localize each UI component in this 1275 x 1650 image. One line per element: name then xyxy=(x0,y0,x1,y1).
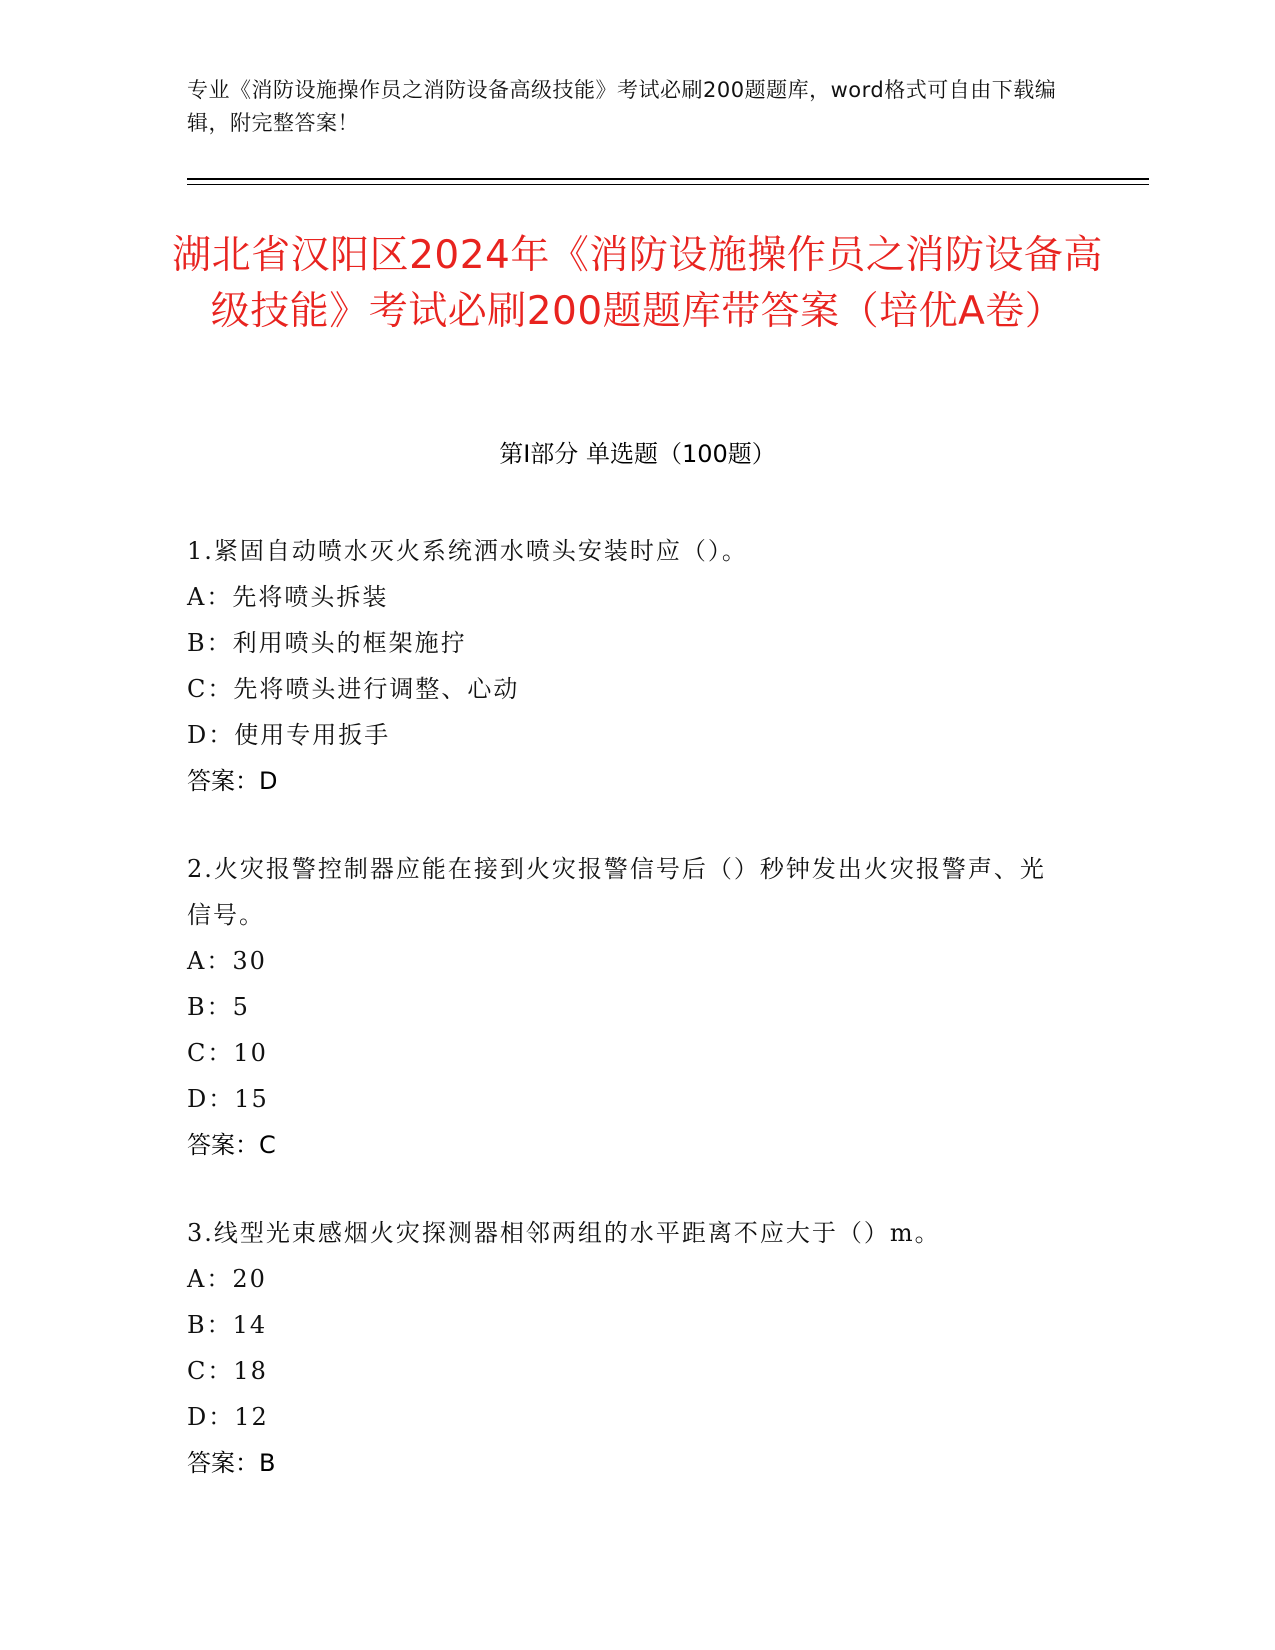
option-a: A：先将喷头拆装 xyxy=(187,583,389,611)
question-stem: 3.线型光束感烟火灾探测器相邻两组的水平距离不应大于（）m。 xyxy=(187,1219,941,1247)
document-title: 湖北省汉阳区2024年《消防设施操作员之消防设备高级技能》考试必刷200题题库带答案（培优A卷） xyxy=(172,233,1103,334)
answer-line: 答案：B xyxy=(187,1449,276,1477)
section-heading: 第Ⅰ部分 单选题（100题） xyxy=(499,440,776,468)
question-stem: 1.紧固自动喷水灭火系统洒水喷头安装时应（）。 xyxy=(187,537,748,565)
option-b: B：5 xyxy=(187,993,250,1021)
question-1 xyxy=(187,528,1067,804)
option-d: D：使用专用扳手 xyxy=(187,721,391,749)
option-a: A：20 xyxy=(187,1265,267,1293)
header-divider-thin xyxy=(187,184,1149,185)
answer-line: 答案：C xyxy=(187,1131,276,1159)
question-2 xyxy=(187,846,1067,1168)
option-b: B：14 xyxy=(187,1311,268,1339)
option-c: C：先将喷头进行调整、心动 xyxy=(187,675,520,703)
option-a: A：30 xyxy=(187,947,267,975)
answer-line: 答案：D xyxy=(187,767,278,795)
question-stem: 2.火灾报警控制器应能在接到火灾报警信号后（）秒钟发出火灾报警声、光信号。 xyxy=(187,855,1046,929)
option-d: D：15 xyxy=(187,1085,269,1113)
question-3 xyxy=(187,1210,1067,1486)
header-divider-thick xyxy=(187,178,1149,180)
option-c: C：18 xyxy=(187,1357,268,1385)
option-c: C：10 xyxy=(187,1039,268,1067)
header-note: 专业《消防设施操作员之消防设备高级技能》考试必刷200题题库，word格式可自由下载编辑，附完整答案！ xyxy=(187,78,1057,135)
option-d: D：12 xyxy=(187,1403,269,1431)
option-b: B：利用喷头的框架施拧 xyxy=(187,629,467,657)
